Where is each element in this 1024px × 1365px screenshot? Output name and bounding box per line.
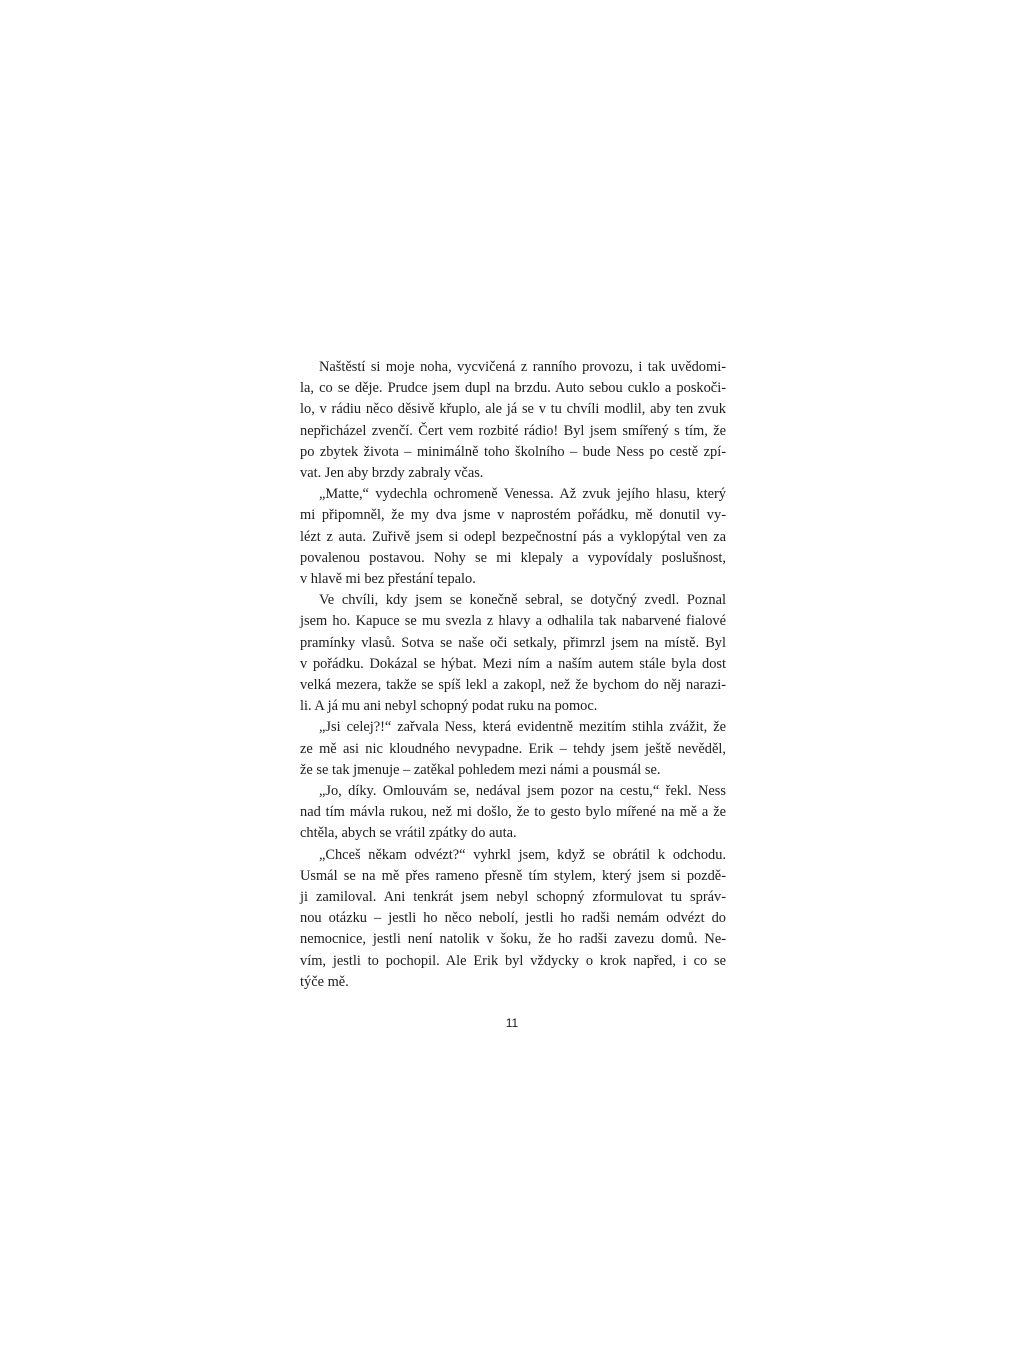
paragraph: [300, 781, 726, 845]
text-line: li. A já mu ani nebyl schopný podat ruku na pomoc.: [300, 698, 598, 715]
text-line: povalenou postavou. Nohy se mi klepaly a vypovídaly poslušnost,: [300, 549, 726, 566]
text-line: vím, jestli to pochopil. Ale Erik byl vždycky o krok napřed, i co se: [300, 952, 726, 969]
text-line: nou otázku – jestli ho něco nebolí, jestli ho radši nemám odvézt do: [300, 910, 726, 927]
text-line: „Jsi celej?!“ zařvala Ness, která evidentně mezitím stihla zvážit, že: [319, 719, 726, 736]
text-line: po zbytek života – minimálně toho školního – bude Ness po cestě zpí-: [300, 443, 726, 460]
text-line: v pořádku. Dokázal se hýbat. Mezi ním a naším autem stále byla dost: [300, 655, 726, 672]
text-line: že se tak jmenuje – zatěkal pohledem mezi námi a pousmál se.: [300, 761, 661, 778]
text-line: mi připomněl, že my dva jsme v naprostém pořádku, mě donutil vy-: [300, 507, 726, 524]
text-line: velká mezera, takže se spíš lekl a zakopl, než že bychom do něj narazi-: [300, 677, 726, 694]
text-line: lézt z auta. Zuřivě jsem si odepl bezpečnostní pás a vyklopýtal ven za: [300, 528, 726, 545]
text-line: „Jo, díky. Omlouvám se, nedával jsem pozor na cestu,“ řekl. Ness: [319, 783, 726, 800]
text-line: ze mě asi nic kloudného nevypadne. Erik – tehdy jsem ještě nevěděl,: [300, 740, 726, 757]
text-line: „Chceš někam odvézt?“ vyhrkl jsem, když se obrátil k odchodu.: [319, 846, 726, 863]
paragraph: [300, 845, 726, 993]
text-line: Usmál se na mě přes rameno přesně tím stylem, který jsem si pozdě-: [300, 867, 726, 884]
text-line: jsem ho. Kapuce se mu svezla z hlavy a odhalila tak nabarvené fialové: [300, 613, 726, 630]
paragraph: [300, 484, 726, 590]
text-line: Naštěstí si moje noha, vycvičená z ranního provozu, i tak uvědomi-: [319, 359, 726, 375]
text-line: pramínky vlasů. Sotva se naše oči setkaly, přimrzl jsem na místě. Byl: [300, 634, 726, 651]
text-line: „Matte,“ vydechla ochromeně Venessa. Až zvuk jejího hlasu, který: [319, 486, 726, 503]
page-number: 11: [505, 1016, 519, 1030]
text-line: v hlavě mi bez přestání tepalo.: [300, 571, 476, 588]
text-line: ji zamiloval. Ani tenkrát jsem nebyl schopný zformulovat tu správ-: [300, 889, 726, 906]
text-line: Ve chvíli, kdy jsem se konečně sebral, se dotyčný zvedl. Poznal: [319, 592, 726, 609]
paragraph: [300, 590, 726, 717]
body-text: [300, 357, 726, 993]
text-line: nemocnice, jestli není natolik v šoku, že ho radši zavezu domů. Ne-: [300, 931, 726, 948]
text-line: vat. Jen aby brzdy zabraly včas.: [300, 465, 484, 482]
paragraph: [300, 357, 726, 484]
paragraph: [300, 717, 726, 781]
text-line: týče mě.: [300, 973, 349, 990]
text-line: nepřicházel zvenčí. Čert vem rozbité rádio! Byl jsem smířený s tím, že: [300, 422, 726, 439]
text-line: chtěla, abych se vrátil zpátky do auta.: [300, 825, 517, 842]
text-line: la, co se děje. Prudce jsem dupl na brzdu. Auto sebou cuklo a poskoči-: [300, 380, 726, 397]
text-line: lo, v rádiu něco děsivě křuplo, ale já se v tu chvíli modlil, aby ten zvuk: [300, 401, 726, 418]
text-line: nad tím mávla rukou, než mi došlo, že to gesto bylo mířené na mě a že: [300, 804, 726, 821]
